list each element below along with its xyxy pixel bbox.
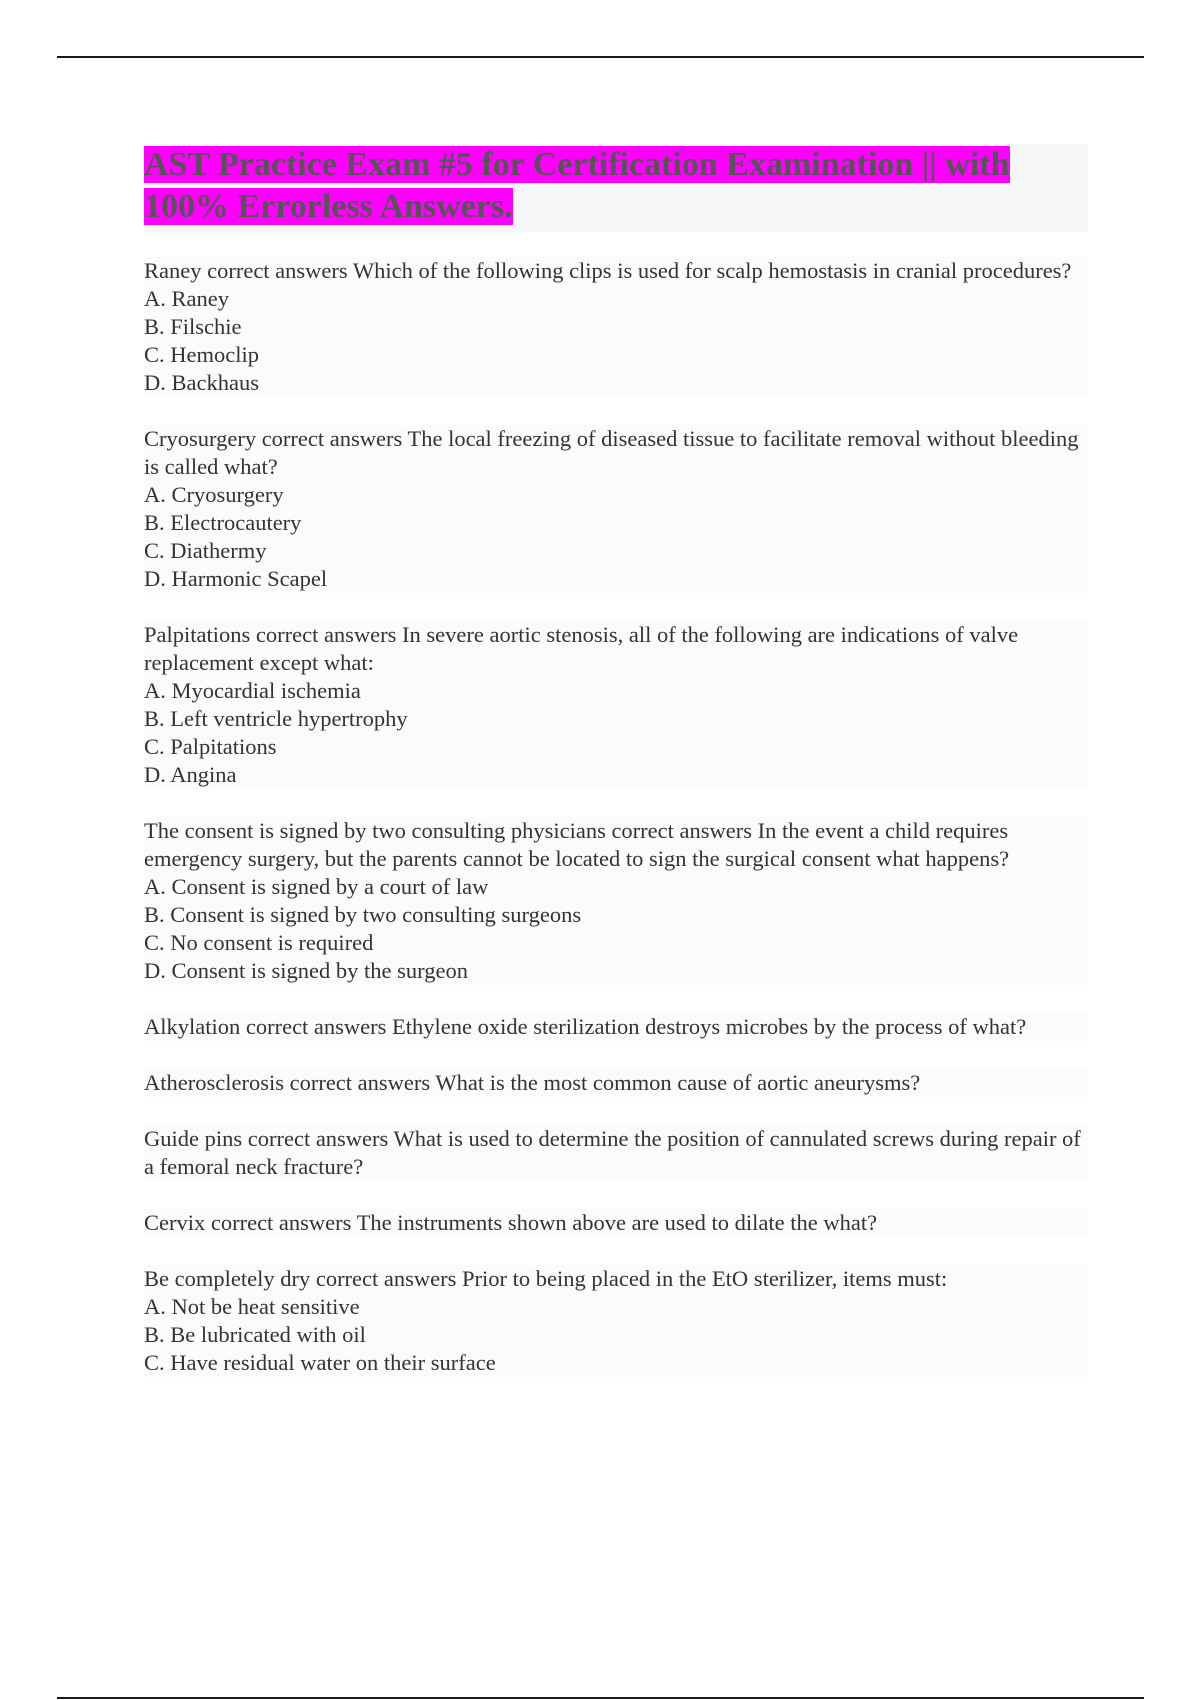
title-highlight: AST Practice Exam #5 for Certification Examination || with 100% Errorless Answers. [144, 146, 1010, 225]
question-block [144, 1125, 1088, 1181]
question-text: Guide pins correct answers What is used to determine the position of cannulated screws during repair of a femoral neck fracture? [144, 1126, 1081, 1179]
answer-option: C. Palpitations [144, 734, 277, 759]
question-block [144, 1209, 1088, 1237]
answer-option: B. Be lubricated with oil [144, 1322, 366, 1347]
answer-option: D. Harmonic Scapel [144, 566, 328, 591]
question-text: Alkylation correct answers Ethylene oxide sterilization destroys microbes by the process of what? [144, 1014, 1027, 1039]
answer-option: A. Raney [144, 286, 229, 311]
answer-option: A. Myocardial ischemia [144, 678, 361, 703]
answer-options [144, 481, 1088, 593]
answer-option: B. Consent is signed by two consulting surgeons [144, 902, 582, 927]
answer-option: B. Filschie [144, 314, 242, 339]
answer-option: D. Backhaus [144, 370, 259, 395]
question-text: Be completely dry correct answers Prior to being placed in the EtO sterilizer, items must: [144, 1266, 948, 1291]
answer-option: C. Diathermy [144, 538, 267, 563]
answer-options [144, 285, 1088, 397]
question-block [144, 257, 1088, 397]
answer-options [144, 1293, 1088, 1377]
answer-option: B. Left ventricle hypertrophy [144, 706, 408, 731]
answer-option: B. Electrocautery [144, 510, 302, 535]
answer-option: A. Cryosurgery [144, 482, 284, 507]
question-block [144, 425, 1088, 593]
answer-options [144, 873, 1088, 985]
answer-option: D. Consent is signed by the surgeon [144, 958, 468, 983]
question-block [144, 1069, 1088, 1097]
answer-option: C. Have residual water on their surface [144, 1350, 496, 1375]
answer-option: A. Not be heat sensitive [144, 1294, 360, 1319]
question-text: Raney correct answers Which of the following clips is used for scalp hemostasis in cranial procedures? [144, 258, 1072, 283]
question-block [144, 1265, 1088, 1377]
question-text: The consent is signed by two consulting physicians correct answers In the event a child requires emergency surgery, but the parents cannot be located to sign the surgical consent what happens? [144, 818, 1010, 871]
question-text: Palpitations correct answers In severe aortic stenosis, all of the following are indications of valve replacement except what: [144, 622, 1019, 675]
answer-option: D. Angina [144, 762, 237, 787]
answer-options [144, 677, 1088, 789]
question-list [144, 257, 1088, 1405]
footer-rule [57, 1697, 1144, 1699]
question-block [144, 817, 1088, 985]
document-title [144, 144, 1088, 228]
answer-option: C. Hemoclip [144, 342, 259, 367]
question-block [144, 1013, 1088, 1041]
question-text: Cryosurgery correct answers The local freezing of diseased tissue to facilitate removal without bleeding is called what? [144, 426, 1079, 479]
header-rule [57, 56, 1144, 58]
question-block [144, 621, 1088, 789]
answer-option: C. No consent is required [144, 930, 374, 955]
answer-option: A. Consent is signed by a court of law [144, 874, 489, 899]
question-text: Atherosclerosis correct answers What is the most common cause of aortic aneurysms? [144, 1070, 921, 1095]
question-text: Cervix correct answers The instruments shown above are used to dilate the what? [144, 1210, 878, 1235]
title-block [144, 144, 1088, 232]
